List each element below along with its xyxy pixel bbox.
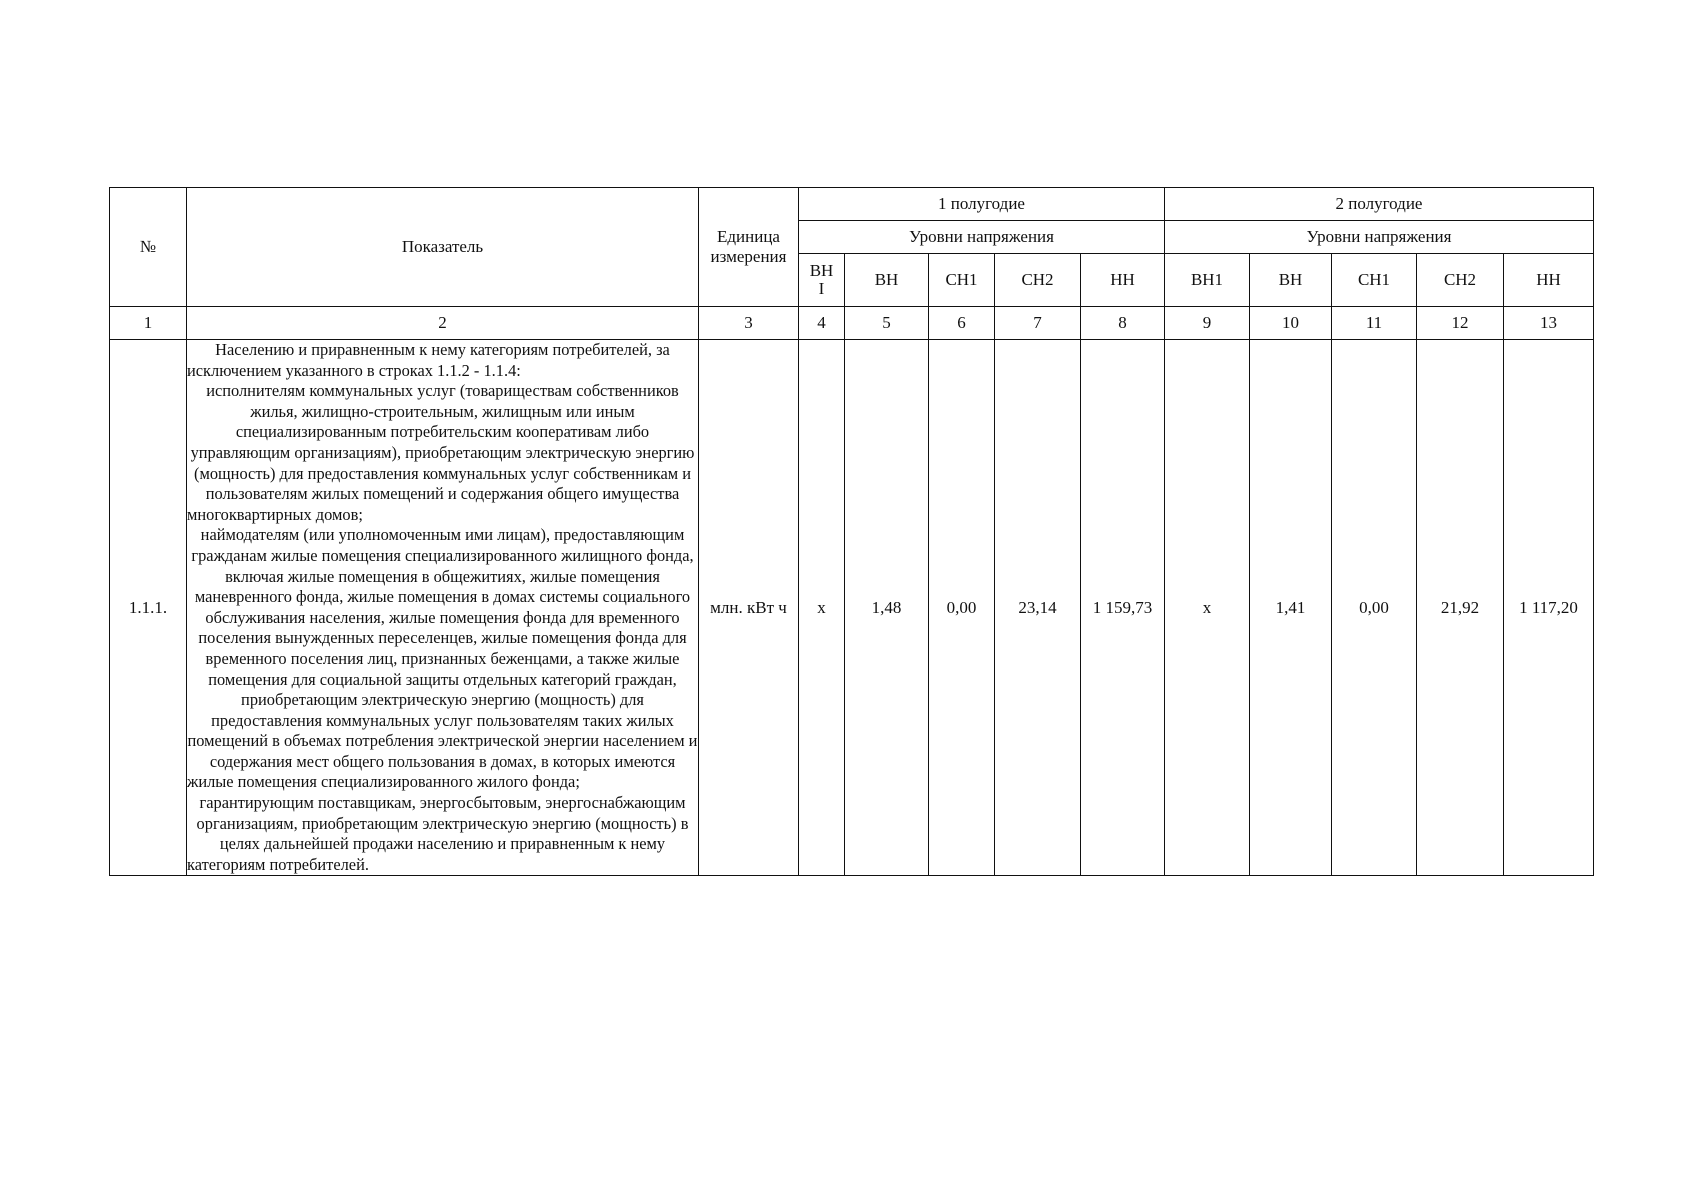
row-number: 1.1.1.: [110, 340, 187, 876]
column-number: 10: [1250, 307, 1332, 340]
column-number: 3: [699, 307, 799, 340]
header-unit: Единица измерения: [699, 188, 799, 307]
level-h1-vh1-bottom: I: [818, 279, 825, 298]
header-half1: 1 полугодие: [799, 188, 1165, 221]
header-levels-half2: Уровни напряжения: [1165, 221, 1594, 254]
level-h1-sn2: СН2: [995, 254, 1081, 307]
column-number: 8: [1081, 307, 1165, 340]
header-row-halves: [110, 188, 1594, 221]
column-number: 13: [1504, 307, 1594, 340]
column-number: 12: [1417, 307, 1504, 340]
header-levels-half1: Уровни напряжения: [799, 221, 1165, 254]
level-h1-vh1-top: ВН: [809, 261, 834, 280]
value-cell: 1 117,20: [1504, 340, 1594, 876]
column-number: 6: [929, 307, 995, 340]
row-indicator: [187, 340, 699, 876]
level-h1-sn1: СН1: [929, 254, 995, 307]
value-cell: 21,92: [1417, 340, 1504, 876]
value-cell: x: [799, 340, 845, 876]
column-number: 1: [110, 307, 187, 340]
value-cell: 23,14: [995, 340, 1081, 876]
value-cell: 0,00: [929, 340, 995, 876]
value-cell: 1,41: [1250, 340, 1332, 876]
level-h1-vh: ВН: [845, 254, 929, 307]
column-number: 7: [995, 307, 1081, 340]
level-h2-vh1: ВН1: [1165, 254, 1250, 307]
column-number-row: [110, 307, 1594, 340]
header-half2: 2 полугодие: [1165, 188, 1594, 221]
value-cell: 1 159,73: [1081, 340, 1165, 876]
indicator-paragraph: Населению и приравненным к нему категориям потребителей, за исключением указанного в строках 1.1.2 - 1.1.4:: [187, 340, 670, 380]
indicator-paragraph: гарантирующим поставщикам, энергосбытовым, энергоснабжающим организациям, приобретающим электрическую энергию (мощность) в целях дальнейшей продажи населению и приравненным к нему категориям потребителей.: [187, 793, 689, 874]
tariff-table: [109, 187, 1594, 876]
value-cell: 0,00: [1332, 340, 1417, 876]
value-cell: x: [1165, 340, 1250, 876]
table-row: [110, 340, 1594, 876]
header-indicator: Показатель: [187, 188, 699, 307]
level-h1-nn: НН: [1081, 254, 1165, 307]
indicator-paragraph: наймодателям (или уполномоченным ими лицам), предоставляющим гражданам жилые помещения специализированного жилищного фонда, включая жилые помещения в общежитиях, жилые помещения маневренного фонда, жилые помещения в домах системы социального обслуживания населения, жилые помещения фонда для временного поселения вынужденных переселенцев, жилые помещения фонда для временного поселения лиц, признанных беженцами, а также жилые помещения для социальной защиты отдельных категорий граждан, приобретающим электрическую энергию (мощность) для предоставления коммунальных услуг пользователям таких жилых помещений в объемах потребления электрической энергии населением и содержания мест общего пользования в домах, в которых имеются жилые помещения специализированного жилого фонда;: [187, 525, 698, 792]
column-number: 11: [1332, 307, 1417, 340]
column-number: 2: [187, 307, 699, 340]
level-h2-nn: НН: [1504, 254, 1594, 307]
column-number: 4: [799, 307, 845, 340]
indicator-paragraph: исполнителям коммунальных услуг (товариществам собственников жилья, жилищно-строительным, жилищным или иным специализированным потребительским кооперативам либо управляющим организациям), приобретающим электрическую энергию (мощность) для предоставления коммунальных услуг собственникам и пользователям жилых помещений и содержания общего имущества многоквартирных домов;: [187, 381, 695, 524]
value-cell: 1,48: [845, 340, 929, 876]
header-num: №: [110, 188, 187, 307]
row-unit: млн. кВт ч: [699, 340, 799, 876]
level-h1-vh1: [799, 254, 845, 307]
level-h2-sn1: СН1: [1332, 254, 1417, 307]
column-number: 5: [845, 307, 929, 340]
level-h2-sn2: СН2: [1417, 254, 1504, 307]
column-number: 9: [1165, 307, 1250, 340]
level-h2-vh: ВН: [1250, 254, 1332, 307]
